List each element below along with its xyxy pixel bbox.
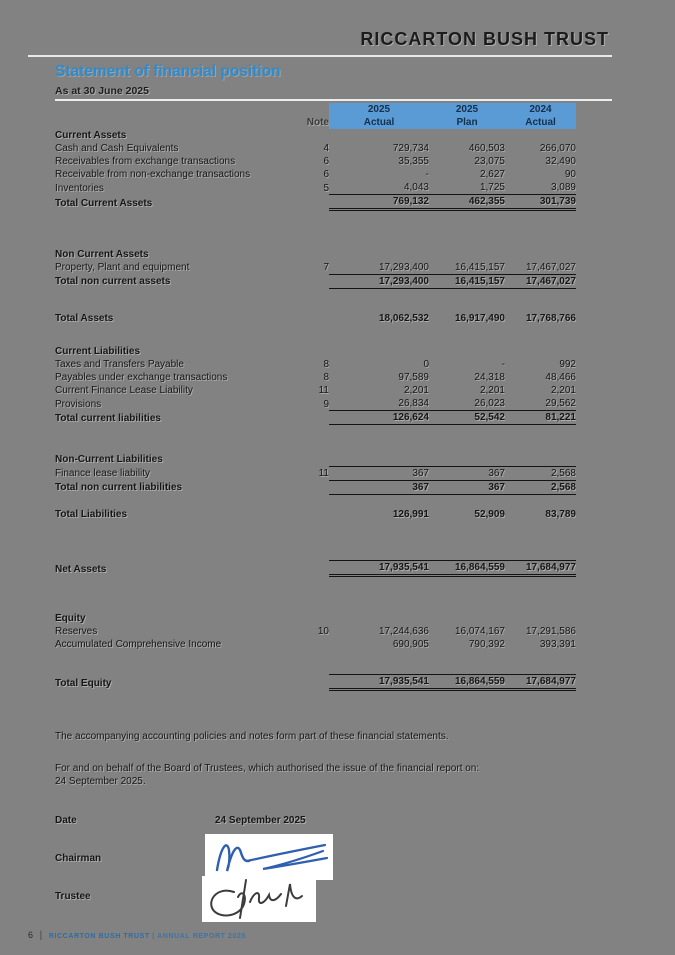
row-value-3: 2,201 <box>550 385 576 396</box>
row-value-3: 992 <box>559 359 576 370</box>
row-value-2: 52,909 <box>474 508 505 520</box>
row-value-2: 16,074,167 <box>454 625 505 637</box>
row-value-2: 23,075 <box>474 156 505 167</box>
row-value-3: 48,466 <box>545 372 576 383</box>
chairman-signature <box>205 834 333 880</box>
row-value-2: 460,503 <box>468 143 505 154</box>
row-label: Cash and Cash Equivalents <box>55 143 179 154</box>
row-value-1 <box>329 345 429 358</box>
col-header-kind-3: Actual <box>505 116 576 129</box>
gap-cell <box>55 425 576 453</box>
gap-cell <box>55 210 576 248</box>
table-row-current-liabilities <box>55 345 576 358</box>
footer-report: | ANNUAL REPORT 2025 <box>149 933 246 940</box>
row-value-2: 790,392 <box>468 638 505 650</box>
table-row-accumulated-comprehensive-income <box>55 638 576 651</box>
row-value-2: 26,023 <box>429 397 505 411</box>
organisation-name: RICCARTON BUSH TRUST <box>360 29 609 49</box>
row-value-2 <box>429 248 505 261</box>
row-value-3: 90 <box>564 169 576 180</box>
table-row-current-assets <box>55 129 576 142</box>
table-row-total-current-assets <box>55 195 576 210</box>
gap-cell <box>55 494 576 508</box>
gap-cell <box>55 576 576 612</box>
chairman-signature-icon <box>205 834 333 880</box>
row-value-1: 769,132 <box>329 195 429 210</box>
gap-cell <box>55 288 576 312</box>
table-row-total-liabilities <box>55 508 576 521</box>
trustee-signature-icon <box>202 876 316 922</box>
table-gap-row <box>55 288 576 312</box>
table-header-year-row <box>55 103 576 116</box>
row-label: Current Liabilities <box>55 346 141 357</box>
authorisation-note <box>55 762 615 788</box>
table-row-total-equity <box>55 675 576 690</box>
row-label: Reserves <box>55 625 98 637</box>
row-value-2: 16,864,559 <box>429 675 505 690</box>
row-value-2: 16,415,157 <box>429 274 505 288</box>
table-row-total-non-current-liabilities <box>55 480 576 494</box>
row-value-3 <box>505 129 576 142</box>
header-rule <box>28 55 612 57</box>
row-label: Total non current assets <box>55 276 171 287</box>
row-value-1: 26,834 <box>329 397 429 411</box>
row-label: Total Assets <box>55 313 114 324</box>
table-row-finance-lease-liability <box>55 466 576 480</box>
table-row-current-finance-lease-liability <box>55 384 576 397</box>
row-note <box>303 345 329 358</box>
col-header-note: Note <box>306 117 329 128</box>
row-value-3: 83,789 <box>545 508 576 520</box>
table-row-cash-and-cash-equivalents <box>55 142 576 155</box>
row-note <box>303 411 329 425</box>
table-gap-row <box>55 651 576 675</box>
row-value-2: 16,917,490 <box>454 313 505 324</box>
gap-cell <box>55 325 576 345</box>
row-value-1: 18,062,532 <box>378 313 429 324</box>
row-label: Total non current liabilities <box>55 482 183 493</box>
row-note <box>303 675 329 690</box>
row-value-1: 17,244,636 <box>378 625 429 637</box>
row-value-2 <box>429 453 505 467</box>
row-value-1: 17,935,541 <box>329 675 429 690</box>
table-gap-row <box>55 576 576 612</box>
table-row-non-current-liabilities <box>55 453 576 467</box>
table-row-property-plant-and-equipment <box>55 261 576 275</box>
table-row-receivables-from-exchange-transactions <box>55 155 576 168</box>
table-row-total-current-liabilities <box>55 411 576 425</box>
row-value-2: 16,415,157 <box>429 261 505 275</box>
row-value-1: - <box>425 169 429 180</box>
row-label: Total Current Assets <box>55 197 153 209</box>
row-value-1: 17,293,400 <box>329 274 429 288</box>
date-label: Date <box>55 815 77 826</box>
row-note <box>303 561 329 576</box>
row-note <box>303 129 329 142</box>
row-value-1 <box>329 129 429 142</box>
trustee-label: Trustee <box>55 891 91 902</box>
row-value-2: 367 <box>429 466 505 480</box>
row-note <box>303 312 329 325</box>
table-row-taxes-and-transfers-payable <box>55 358 576 371</box>
page-title: Statement of financial position <box>55 63 281 80</box>
col-header-kind-1: Actual <box>329 116 429 129</box>
row-value-2: 462,355 <box>429 195 505 210</box>
row-note: 10 <box>317 625 329 637</box>
row-value-1: 126,624 <box>329 411 429 425</box>
table-row-provisions <box>55 397 576 411</box>
row-value-1 <box>329 248 429 261</box>
row-label: Receivables from exchange transactions <box>55 156 236 167</box>
row-label: Equity <box>55 612 86 624</box>
col-header-year-2: 2025 <box>429 103 505 116</box>
gap-cell <box>55 651 576 675</box>
row-value-3: 393,391 <box>539 638 576 650</box>
table-row-inventories <box>55 181 576 195</box>
row-value-3: 17,684,977 <box>505 675 576 690</box>
row-value-3: 32,490 <box>545 156 576 167</box>
page-subtitle: As at 30 June 2025 <box>55 85 149 97</box>
fin-table-body <box>55 129 576 690</box>
row-note: 6 <box>323 169 329 180</box>
table-row-total-non-current-assets <box>55 274 576 288</box>
row-note: 11 <box>318 385 329 396</box>
row-value-3: 301,739 <box>505 195 576 210</box>
header-spacer <box>303 103 329 116</box>
row-label: Total Equity <box>55 677 112 689</box>
footer-page-number: 6 <box>28 930 34 940</box>
row-value-2: 2,627 <box>479 169 505 180</box>
row-label: Non Current Assets <box>55 248 149 260</box>
row-note: 8 <box>323 372 329 383</box>
row-value-2: - <box>501 359 505 370</box>
footer-separator: | <box>39 930 43 941</box>
row-label: Accumulated Comprehensive Income <box>55 638 222 650</box>
row-value-1: 17,935,541 <box>329 561 429 576</box>
table-gap-row <box>55 521 576 561</box>
row-note: 7 <box>323 262 329 273</box>
row-value-1: 729,734 <box>392 143 429 154</box>
row-note: 9 <box>323 398 329 410</box>
row-value-1: 126,991 <box>392 508 429 520</box>
row-label: Inventories <box>55 182 104 194</box>
row-note <box>303 612 329 625</box>
table-row-net-assets <box>55 561 576 576</box>
table-row-total-assets <box>55 312 576 325</box>
row-label: Property, Plant and equipment <box>55 262 190 273</box>
row-note: 6 <box>323 156 329 167</box>
row-value-1: 17,293,400 <box>329 261 429 275</box>
row-label: Net Assets <box>55 563 107 575</box>
table-row-equity <box>55 612 576 625</box>
table-gap-row <box>55 425 576 453</box>
row-label: Non-Current Liabilities <box>55 454 163 465</box>
row-value-3: 81,221 <box>505 411 576 425</box>
row-value-1: 4,043 <box>329 181 429 195</box>
row-label: Total current liabilities <box>55 412 161 424</box>
row-value-3 <box>505 248 576 261</box>
row-note <box>303 453 329 467</box>
financial-position-table <box>55 103 576 691</box>
row-value-1: 367 <box>329 466 429 480</box>
row-value-3: 2,568 <box>505 466 576 480</box>
row-value-3: 29,562 <box>505 397 576 411</box>
col-header-kind-2: Plan <box>429 116 505 129</box>
row-value-2: 367 <box>429 480 505 494</box>
row-value-3: 17,291,586 <box>525 625 576 637</box>
table-header-kind-row <box>55 116 576 129</box>
chairman-label: Chairman <box>55 853 102 864</box>
subtitle-rule <box>55 99 612 101</box>
row-value-3: 266,070 <box>539 143 576 154</box>
row-note <box>303 638 329 651</box>
row-value-1: 690,905 <box>392 638 429 650</box>
row-value-1: 35,355 <box>398 156 429 167</box>
row-value-2: 52,542 <box>429 411 505 425</box>
gap-cell <box>55 521 576 561</box>
row-note <box>303 248 329 261</box>
signoff-block <box>0 810 675 930</box>
row-value-1 <box>329 612 429 625</box>
table-row-reserves <box>55 625 576 638</box>
footer-brand: RICCARTON BUSH TRUST <box>48 933 150 940</box>
row-value-2 <box>429 612 505 625</box>
row-label: Current Assets <box>55 130 127 141</box>
row-value-1: 97,589 <box>398 372 429 383</box>
table-row-payables-under-exchange-transactions <box>55 371 576 384</box>
row-value-3: 2,568 <box>505 480 576 494</box>
row-note <box>303 508 329 521</box>
row-note: 8 <box>323 359 329 370</box>
row-note: 4 <box>323 143 329 154</box>
row-note: 5 <box>323 182 329 194</box>
row-value-3: 17,467,027 <box>505 261 576 275</box>
row-value-3: 17,467,027 <box>505 274 576 288</box>
row-label: Payables under exchange transactions <box>55 372 228 383</box>
row-value-2: 2,201 <box>479 385 505 396</box>
row-value-2: 1,725 <box>429 181 505 195</box>
table-gap-row <box>55 210 576 248</box>
row-value-1: 2,201 <box>403 385 429 396</box>
page-footer <box>28 930 246 941</box>
row-value-3: 17,684,977 <box>505 561 576 576</box>
row-value-1: 367 <box>329 480 429 494</box>
row-value-1: 0 <box>423 359 429 370</box>
row-label: Receivable from non-exchange transactions <box>55 169 251 180</box>
row-label: Current Finance Lease Liability <box>55 385 193 396</box>
table-row-non-current-assets <box>55 248 576 261</box>
header-spacer <box>55 103 303 116</box>
row-value-1 <box>329 453 429 467</box>
row-note <box>303 195 329 210</box>
header-spacer <box>55 116 303 129</box>
accompanying-note: The accompanying accounting policies and notes form part of these financial statements. <box>55 731 449 742</box>
table-header <box>55 103 576 129</box>
row-note <box>303 274 329 288</box>
authorisation-line-1: For and on behalf of the Board of Trustees, which authorised the issue of the financial report on: <box>55 763 480 774</box>
table-gap-row <box>55 325 576 345</box>
authorisation-line-2: 24 September 2025. <box>55 776 146 787</box>
row-value-3 <box>505 453 576 467</box>
table-gap-row <box>55 494 576 508</box>
row-note: 11 <box>318 468 329 479</box>
row-label: Finance lease liability <box>55 468 151 479</box>
row-value-3 <box>505 345 576 358</box>
row-label: Provisions <box>55 398 102 410</box>
row-value-3 <box>505 612 576 625</box>
row-value-3: 17,768,766 <box>525 313 576 324</box>
row-value-3: 3,089 <box>505 181 576 195</box>
trustee-signature <box>202 876 316 922</box>
row-label: Total Liabilities <box>55 508 128 520</box>
row-label: Taxes and Transfers Payable <box>55 359 184 370</box>
row-note <box>303 480 329 494</box>
row-value-2: 16,864,559 <box>429 561 505 576</box>
row-value-2: 24,318 <box>474 372 505 383</box>
row-value-2 <box>429 345 505 358</box>
row-value-2 <box>429 129 505 142</box>
col-header-year-1: 2025 <box>329 103 429 116</box>
col-header-year-3: 2024 <box>505 103 576 116</box>
table-row-receivable-from-non-exchange-transactions <box>55 168 576 181</box>
date-value: 24 September 2025 <box>215 815 306 826</box>
